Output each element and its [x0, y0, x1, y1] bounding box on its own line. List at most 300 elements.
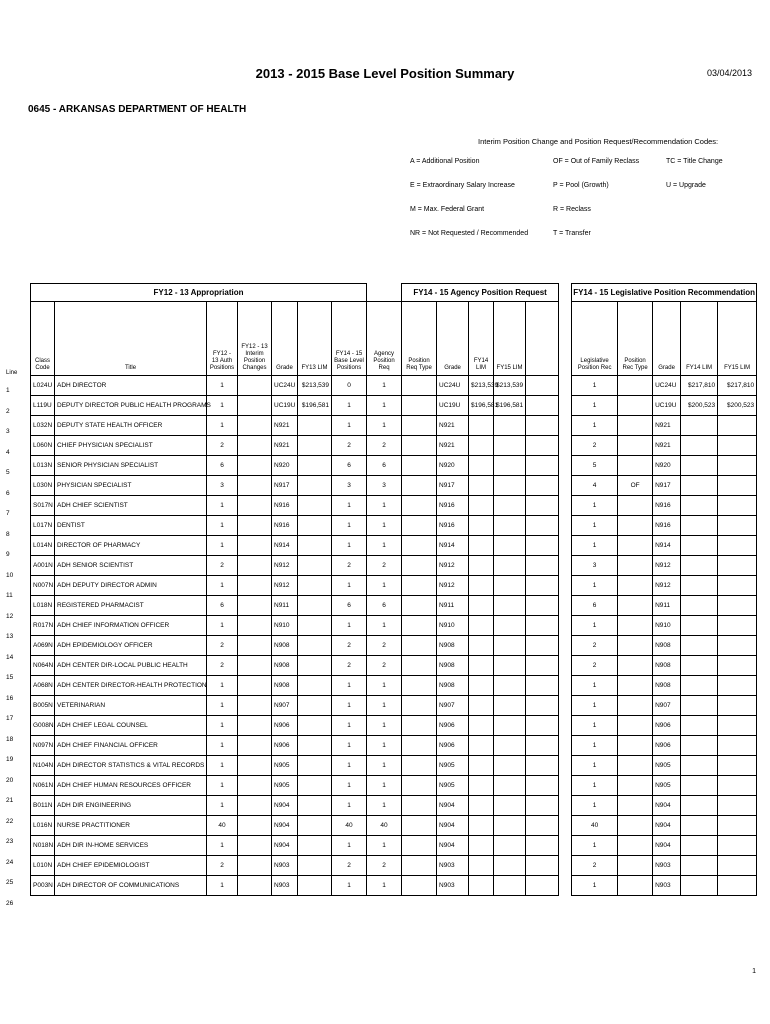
cell-fy15r	[718, 676, 757, 696]
cell-rec: 1	[572, 376, 618, 396]
col-agency-req: Agency Position Req	[367, 302, 402, 376]
cell-empty	[559, 616, 572, 636]
cell-fy15r	[718, 856, 757, 876]
cell-fy13	[298, 676, 332, 696]
table-row	[31, 476, 757, 496]
cell-fy15r	[718, 776, 757, 796]
line-number: 1	[6, 387, 10, 394]
cell-req: 1	[367, 696, 402, 716]
line-number: 2	[6, 407, 10, 415]
cell-code: A001N	[31, 556, 55, 576]
cell-title: ADH CHIEF HUMAN RESOURCES OFFICER	[55, 776, 207, 796]
cell-fy14	[469, 876, 494, 896]
cell-rectype	[618, 856, 653, 876]
report-date: 03/04/2013	[706, 68, 752, 78]
cell-grade: UC24U	[272, 376, 298, 396]
cell-fy15r	[718, 716, 757, 736]
cell-rectype	[618, 556, 653, 576]
group-agency-request: FY14 - 15 Agency Position Request	[402, 284, 559, 302]
code-not-requested: NR = Not Requested / Recommended	[410, 230, 529, 237]
cell-code: L030N	[31, 476, 55, 496]
cell-g3: N911	[653, 596, 681, 616]
cell-empty	[559, 436, 572, 456]
col-class-code: Class Code	[31, 302, 55, 376]
cell-fy13	[298, 536, 332, 556]
table-row	[31, 676, 757, 696]
line-number: 23	[6, 838, 14, 845]
cell-code: L060N	[31, 436, 55, 456]
cell-empty	[559, 676, 572, 696]
cell-fy14	[469, 636, 494, 656]
cell-g2: N921	[437, 416, 469, 436]
cell-req: 1	[367, 716, 402, 736]
cell-interim	[238, 376, 272, 396]
cell-fy14r	[681, 536, 718, 556]
cell-empty	[526, 416, 559, 436]
cell-empty	[559, 736, 572, 756]
table-row	[31, 836, 757, 856]
cell-g3: N904	[653, 796, 681, 816]
cell-empty	[526, 796, 559, 816]
cell-interim	[238, 756, 272, 776]
cell-code: N061N	[31, 776, 55, 796]
line-number: 25	[6, 879, 14, 886]
cell-auth: 1	[207, 716, 238, 736]
cell-base: 40	[332, 816, 367, 836]
cell-fy14	[469, 456, 494, 476]
cell-g2: N904	[437, 796, 469, 816]
table-row	[31, 876, 757, 896]
cell-fy14	[469, 536, 494, 556]
cell-req: 2	[367, 656, 402, 676]
cell-fy14	[469, 816, 494, 836]
cell-fy13	[298, 596, 332, 616]
table-row	[31, 776, 757, 796]
cell-fy13	[298, 796, 332, 816]
cell-interim	[238, 856, 272, 876]
cell-auth: 1	[207, 536, 238, 556]
cell-fy15	[494, 716, 526, 736]
cell-code: L018N	[31, 596, 55, 616]
cell-base: 1	[332, 496, 367, 516]
cell-fy13	[298, 636, 332, 656]
line-number: 22	[6, 817, 14, 825]
cell-fy15r	[718, 556, 757, 576]
cell-auth: 1	[207, 616, 238, 636]
cell-interim	[238, 656, 272, 676]
cell-fy15	[494, 556, 526, 576]
cell-interim	[238, 476, 272, 496]
cell-grade: N910	[272, 616, 298, 636]
cell-g3: N916	[653, 516, 681, 536]
cell-fy13	[298, 656, 332, 676]
cell-title: ADH CHIEF LEGAL COUNSEL	[55, 716, 207, 736]
group-appropriation: FY12 - 13 Appropriation	[31, 284, 367, 302]
cell-base: 1	[332, 536, 367, 556]
cell-base: 1	[332, 876, 367, 896]
cell-auth: 1	[207, 516, 238, 536]
cell-interim	[238, 596, 272, 616]
cell-rectype	[618, 736, 653, 756]
cell-g2: UC24U	[437, 376, 469, 396]
col-agency-extra	[526, 302, 559, 376]
cell-auth: 2	[207, 636, 238, 656]
cell-g2: N912	[437, 576, 469, 596]
cell-fy13	[298, 456, 332, 476]
cell-fy14r	[681, 796, 718, 816]
cell-fy15r	[718, 516, 757, 536]
cell-fy14r	[681, 676, 718, 696]
cell-grade: N907	[272, 696, 298, 716]
cell-rectype	[618, 676, 653, 696]
cell-fy15r	[718, 496, 757, 516]
cell-base: 6	[332, 456, 367, 476]
cell-fy15r	[718, 876, 757, 896]
cell-fy13: $213,539	[298, 376, 332, 396]
cell-grade: N921	[272, 436, 298, 456]
cell-auth: 3	[207, 476, 238, 496]
line-number: 20	[6, 776, 14, 784]
cell-title: ADH CENTER DIR-LOCAL PUBLIC HEALTH	[55, 656, 207, 676]
cell-fy15r	[718, 536, 757, 556]
cell-auth: 2	[207, 556, 238, 576]
cell-auth: 6	[207, 596, 238, 616]
cell-empty	[559, 596, 572, 616]
cell-empty	[559, 816, 572, 836]
cell-fy15r	[718, 636, 757, 656]
cell-fy14r	[681, 756, 718, 776]
cell-auth: 1	[207, 756, 238, 776]
group-legislative-rec: FY14 - 15 Legislative Position Recommendation	[572, 284, 757, 302]
cell-fy14: $196,581	[469, 396, 494, 416]
cell-title: VETERINARIAN	[55, 696, 207, 716]
cell-req: 6	[367, 596, 402, 616]
cell-code: N064N	[31, 656, 55, 676]
cell-auth: 2	[207, 436, 238, 456]
cell-grade: UC19U	[272, 396, 298, 416]
cell-fy14r	[681, 716, 718, 736]
cell-g2: N903	[437, 876, 469, 896]
cell-fy13	[298, 696, 332, 716]
cell-g3: N921	[653, 416, 681, 436]
cell-interim	[238, 836, 272, 856]
cell-fy14	[469, 776, 494, 796]
cell-g2: N904	[437, 836, 469, 856]
cell-g2: N906	[437, 736, 469, 756]
cell-req: 1	[367, 796, 402, 816]
cell-empty	[559, 836, 572, 856]
cell-req: 1	[367, 676, 402, 696]
cell-fy14	[469, 616, 494, 636]
cell-grade: N908	[272, 636, 298, 656]
cell-fy13	[298, 836, 332, 856]
cell-fy14r	[681, 416, 718, 436]
cell-fy14r	[681, 836, 718, 856]
cell-g2: N916	[437, 516, 469, 536]
cell-g3: UC19U	[653, 396, 681, 416]
cell-fy13	[298, 616, 332, 636]
cell-base: 2	[332, 856, 367, 876]
cell-rtype	[402, 776, 437, 796]
position-table	[30, 283, 757, 896]
cell-fy15	[494, 436, 526, 456]
cell-fy13	[298, 436, 332, 456]
cell-rec: 4	[572, 476, 618, 496]
cell-auth: 1	[207, 796, 238, 816]
cell-fy13	[298, 416, 332, 436]
cell-base: 1	[332, 516, 367, 536]
cell-rec: 5	[572, 456, 618, 476]
cell-rtype	[402, 396, 437, 416]
cell-rec: 1	[572, 616, 618, 636]
cell-empty	[526, 816, 559, 836]
cell-interim	[238, 876, 272, 896]
cell-fy14	[469, 656, 494, 676]
cell-code: N104N	[31, 756, 55, 776]
cell-grade: N917	[272, 476, 298, 496]
cell-g3: N908	[653, 636, 681, 656]
line-number: 15	[6, 674, 14, 681]
cell-rtype	[402, 596, 437, 616]
cell-rec: 1	[572, 516, 618, 536]
cell-fy14r	[681, 636, 718, 656]
cell-fy15r	[718, 616, 757, 636]
cell-interim	[238, 796, 272, 816]
cell-fy15r	[718, 756, 757, 776]
cell-g2: N903	[437, 856, 469, 876]
cell-auth: 2	[207, 656, 238, 676]
code-title-change: TC = Title Change	[666, 158, 723, 165]
col-pos-rec-type: Position Rec Type	[618, 302, 653, 376]
cell-rectype	[618, 596, 653, 616]
cell-base: 1	[332, 716, 367, 736]
cell-g2: N905	[437, 776, 469, 796]
cell-title: ADH DIR ENGINEERING	[55, 796, 207, 816]
cell-auth: 1	[207, 396, 238, 416]
cell-base: 2	[332, 556, 367, 576]
cell-interim	[238, 396, 272, 416]
cell-title: REGISTERED PHARMACIST	[55, 596, 207, 616]
cell-g2: N912	[437, 556, 469, 576]
cell-req: 1	[367, 396, 402, 416]
cell-grade: N911	[272, 596, 298, 616]
cell-req: 1	[367, 836, 402, 856]
cell-auth: 2	[207, 856, 238, 876]
cell-g2: N917	[437, 476, 469, 496]
cell-base: 0	[332, 376, 367, 396]
table-row	[31, 756, 757, 776]
cell-rec: 1	[572, 776, 618, 796]
cell-rtype	[402, 616, 437, 636]
cell-code: R017N	[31, 616, 55, 636]
cell-empty	[526, 396, 559, 416]
cell-g2: N904	[437, 816, 469, 836]
table-row	[31, 456, 757, 476]
cell-rtype	[402, 416, 437, 436]
line-number: 6	[6, 489, 10, 497]
cell-fy13	[298, 736, 332, 756]
cell-grade: N904	[272, 796, 298, 816]
cell-fy13	[298, 556, 332, 576]
cell-g2: N908	[437, 676, 469, 696]
cell-g3: N908	[653, 676, 681, 696]
cell-rectype	[618, 776, 653, 796]
cell-empty	[559, 416, 572, 436]
cell-interim	[238, 436, 272, 456]
cell-code: L119U	[31, 396, 55, 416]
cell-fy14	[469, 796, 494, 816]
cell-fy15r	[718, 456, 757, 476]
cell-g3: N921	[653, 436, 681, 456]
cell-title: SENIOR PHYSICIAN SPECIALIST	[55, 456, 207, 476]
cell-g2: N921	[437, 436, 469, 456]
cell-fy15r	[718, 436, 757, 456]
cell-req: 3	[367, 476, 402, 496]
cell-rectype	[618, 836, 653, 856]
cell-fy14	[469, 736, 494, 756]
cell-auth: 1	[207, 576, 238, 596]
cell-g3: N912	[653, 576, 681, 596]
table-row	[31, 596, 757, 616]
cell-grade: N903	[272, 876, 298, 896]
cell-base: 1	[332, 796, 367, 816]
cell-fy15: $213,539	[494, 376, 526, 396]
cell-code: L016N	[31, 816, 55, 836]
table-row	[31, 796, 757, 816]
cell-fy14r	[681, 476, 718, 496]
table-row	[31, 536, 757, 556]
cell-req: 1	[367, 376, 402, 396]
cell-fy15r	[718, 576, 757, 596]
cell-empty	[526, 876, 559, 896]
cell-interim	[238, 496, 272, 516]
cell-g3: N905	[653, 756, 681, 776]
cell-fy15r	[718, 796, 757, 816]
cell-empty	[526, 476, 559, 496]
cell-fy14	[469, 856, 494, 876]
cell-rtype	[402, 876, 437, 896]
line-number: 3	[6, 428, 10, 435]
cell-rtype	[402, 716, 437, 736]
cell-fy14	[469, 716, 494, 736]
cell-interim	[238, 536, 272, 556]
cell-rtype	[402, 456, 437, 476]
codes-legend-title: Interim Position Change and Position Request/Recommendation Codes:	[478, 137, 719, 146]
cell-interim	[238, 556, 272, 576]
code-max-federal: M = Max. Federal Grant	[410, 206, 485, 213]
cell-g2: N906	[437, 716, 469, 736]
cell-base: 2	[332, 436, 367, 456]
cell-rectype	[618, 396, 653, 416]
cell-rtype	[402, 436, 437, 456]
cell-fy15	[494, 776, 526, 796]
cell-g2: N914	[437, 536, 469, 556]
cell-code: L017N	[31, 516, 55, 536]
cell-grade: N912	[272, 556, 298, 576]
cell-empty	[559, 756, 572, 776]
cell-empty	[526, 756, 559, 776]
cell-fy15	[494, 756, 526, 776]
cell-code: N007N	[31, 576, 55, 596]
cell-fy13	[298, 476, 332, 496]
code-out-of-family: OF = Out of Family Reclass	[553, 158, 640, 165]
cell-empty	[559, 476, 572, 496]
cell-rec: 1	[572, 876, 618, 896]
cell-code: N018N	[31, 836, 55, 856]
cell-rec: 2	[572, 436, 618, 456]
cell-req: 2	[367, 636, 402, 656]
cell-fy13	[298, 496, 332, 516]
cell-rec: 2	[572, 636, 618, 656]
cell-rtype	[402, 556, 437, 576]
cell-title: ADH DIRECTOR STATISTICS & VITAL RECORDS	[55, 756, 207, 776]
cell-fy15	[494, 696, 526, 716]
cell-rec: 1	[572, 696, 618, 716]
cell-grade: N921	[272, 416, 298, 436]
cell-fy15r	[718, 696, 757, 716]
cell-title: ADH DIRECTOR OF COMMUNICATIONS	[55, 876, 207, 896]
cell-rtype	[402, 516, 437, 536]
cell-empty	[526, 376, 559, 396]
cell-fy15r	[718, 656, 757, 676]
cell-empty	[526, 516, 559, 536]
cell-title: CHIEF PHYSICIAN SPECIALIST	[55, 436, 207, 456]
cell-fy15	[494, 816, 526, 836]
cell-fy14r	[681, 856, 718, 876]
cell-empty	[526, 676, 559, 696]
cell-auth: 1	[207, 876, 238, 896]
cell-interim	[238, 456, 272, 476]
cell-rtype	[402, 496, 437, 516]
cell-base: 1	[332, 396, 367, 416]
cell-empty	[559, 556, 572, 576]
cell-title: ADH SENIOR SCIENTIST	[55, 556, 207, 576]
cell-fy14	[469, 436, 494, 456]
cell-title: ADH EPIDEMIOLOGY OFFICER	[55, 636, 207, 656]
cell-auth: 1	[207, 376, 238, 396]
cell-fy15	[494, 616, 526, 636]
cell-g3: N905	[653, 776, 681, 796]
cell-rec: 1	[572, 416, 618, 436]
cell-g3: N920	[653, 456, 681, 476]
cell-rec: 1	[572, 536, 618, 556]
cell-fy15r: $200,523	[718, 396, 757, 416]
cell-rectype	[618, 876, 653, 896]
col-grade: Grade	[272, 302, 298, 376]
cell-fy14: $213,539	[469, 376, 494, 396]
cell-rectype	[618, 816, 653, 836]
cell-title: ADH CHIEF INFORMATION OFFICER	[55, 616, 207, 636]
cell-rec: 6	[572, 596, 618, 616]
cell-g3: N910	[653, 616, 681, 636]
cell-fy15	[494, 476, 526, 496]
cell-fy14r	[681, 496, 718, 516]
cell-rec: 2	[572, 656, 618, 676]
cell-interim	[238, 736, 272, 756]
cell-fy15r	[718, 476, 757, 496]
cell-rtype	[402, 736, 437, 756]
cell-req: 1	[367, 496, 402, 516]
cell-fy15	[494, 536, 526, 556]
cell-empty	[559, 496, 572, 516]
cell-rec: 1	[572, 496, 618, 516]
cell-grade: N904	[272, 816, 298, 836]
cell-g2: N905	[437, 756, 469, 776]
cell-empty	[526, 856, 559, 876]
code-transfer: T = Transfer	[553, 230, 591, 237]
line-number: 17	[6, 715, 14, 722]
table-row	[31, 616, 757, 636]
